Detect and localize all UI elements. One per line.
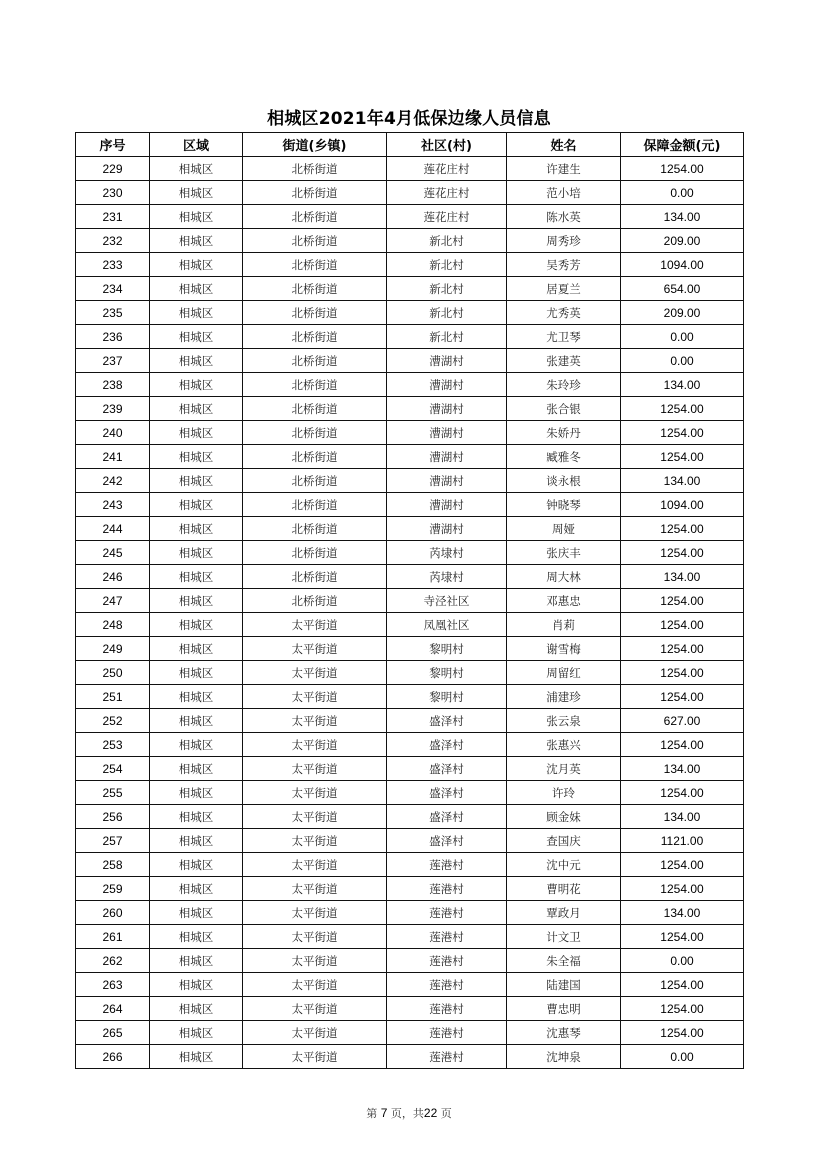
cell-community: 盛泽村 (387, 757, 507, 781)
cell-name: 钟晓琴 (507, 493, 621, 517)
table-row (76, 853, 744, 877)
cell-community: 盛泽村 (387, 709, 507, 733)
cell-name: 许建生 (507, 157, 621, 181)
cell-street: 北桥街道 (243, 469, 387, 493)
cell-serial: 253 (76, 733, 150, 757)
cell-community: 漕湖村 (387, 445, 507, 469)
cell-district: 相城区 (150, 325, 243, 349)
cell-district: 相城区 (150, 877, 243, 901)
cell-district: 相城区 (150, 397, 243, 421)
cell-community: 莲港村 (387, 973, 507, 997)
cell-name: 周秀珍 (507, 229, 621, 253)
cell-name: 尤秀英 (507, 301, 621, 325)
cell-serial: 258 (76, 853, 150, 877)
cell-street: 北桥街道 (243, 229, 387, 253)
table-row (76, 637, 744, 661)
cell-name: 沈坤泉 (507, 1045, 621, 1069)
cell-amount: 1254.00 (621, 661, 744, 685)
cell-district: 相城区 (150, 445, 243, 469)
cell-serial: 255 (76, 781, 150, 805)
cell-street: 北桥街道 (243, 397, 387, 421)
cell-district: 相城区 (150, 205, 243, 229)
cell-name: 朱玲珍 (507, 373, 621, 397)
cell-serial: 229 (76, 157, 150, 181)
total-page-count: 22 (423, 1106, 438, 1120)
cell-amount: 1254.00 (621, 541, 744, 565)
cell-district: 相城区 (150, 301, 243, 325)
cell-amount: 1254.00 (621, 997, 744, 1021)
cell-serial: 233 (76, 253, 150, 277)
cell-serial: 262 (76, 949, 150, 973)
cell-name: 许玲 (507, 781, 621, 805)
cell-district: 相城区 (150, 733, 243, 757)
table-row (76, 397, 744, 421)
cell-district: 相城区 (150, 469, 243, 493)
cell-street: 太平街道 (243, 613, 387, 637)
page-footer (0, 1105, 818, 1121)
cell-street: 太平街道 (243, 709, 387, 733)
cell-serial: 239 (76, 397, 150, 421)
table-row (76, 709, 744, 733)
cell-serial: 248 (76, 613, 150, 637)
cell-community: 莲港村 (387, 853, 507, 877)
cell-name: 张云泉 (507, 709, 621, 733)
cell-name: 邓惠忠 (507, 589, 621, 613)
cell-serial: 263 (76, 973, 150, 997)
cell-amount: 134.00 (621, 373, 744, 397)
table-row (76, 493, 744, 517)
cell-amount: 654.00 (621, 277, 744, 301)
cell-community: 新北村 (387, 277, 507, 301)
header-district: 区域 (150, 133, 243, 157)
cell-district: 相城区 (150, 517, 243, 541)
cell-community: 漕湖村 (387, 517, 507, 541)
cell-district: 相城区 (150, 613, 243, 637)
cell-community: 芮埭村 (387, 541, 507, 565)
cell-street: 太平街道 (243, 805, 387, 829)
cell-amount: 1254.00 (621, 517, 744, 541)
cell-district: 相城区 (150, 949, 243, 973)
cell-amount: 0.00 (621, 1045, 744, 1069)
cell-amount: 1254.00 (621, 781, 744, 805)
cell-serial: 256 (76, 805, 150, 829)
cell-amount: 134.00 (621, 757, 744, 781)
cell-community: 盛泽村 (387, 733, 507, 757)
cell-district: 相城区 (150, 685, 243, 709)
cell-serial: 252 (76, 709, 150, 733)
cell-name: 曹明花 (507, 877, 621, 901)
cell-community: 新北村 (387, 301, 507, 325)
cell-community: 盛泽村 (387, 805, 507, 829)
cell-amount: 1254.00 (621, 589, 744, 613)
cell-name: 查国庆 (507, 829, 621, 853)
cell-street: 太平街道 (243, 637, 387, 661)
cell-community: 莲花庄村 (387, 205, 507, 229)
table-row (76, 589, 744, 613)
cell-street: 太平街道 (243, 1045, 387, 1069)
cell-serial: 266 (76, 1045, 150, 1069)
cell-street: 北桥街道 (243, 445, 387, 469)
cell-community: 黎明村 (387, 637, 507, 661)
cell-amount: 1254.00 (621, 421, 744, 445)
cell-street: 太平街道 (243, 973, 387, 997)
cell-street: 北桥街道 (243, 493, 387, 517)
cell-serial: 242 (76, 469, 150, 493)
cell-serial: 265 (76, 1021, 150, 1045)
table-row (76, 301, 744, 325)
table-row (76, 325, 744, 349)
cell-district: 相城区 (150, 229, 243, 253)
cell-amount: 209.00 (621, 301, 744, 325)
table-row (76, 949, 744, 973)
table-row (76, 541, 744, 565)
cell-name: 周娅 (507, 517, 621, 541)
cell-name: 谈永根 (507, 469, 621, 493)
cell-amount: 0.00 (621, 181, 744, 205)
cell-district: 相城区 (150, 349, 243, 373)
cell-street: 北桥街道 (243, 157, 387, 181)
cell-amount: 1254.00 (621, 877, 744, 901)
cell-amount: 1254.00 (621, 637, 744, 661)
table-row (76, 349, 744, 373)
cell-community: 莲花庄村 (387, 157, 507, 181)
cell-amount: 1254.00 (621, 445, 744, 469)
cell-street: 太平街道 (243, 685, 387, 709)
current-page-number: 7 (380, 1106, 388, 1120)
cell-street: 北桥街道 (243, 373, 387, 397)
table-row (76, 757, 744, 781)
cell-street: 北桥街道 (243, 541, 387, 565)
cell-street: 北桥街道 (243, 517, 387, 541)
cell-name: 张建英 (507, 349, 621, 373)
header-street: 街道(乡镇) (243, 133, 387, 157)
cell-serial: 234 (76, 277, 150, 301)
cell-street: 太平街道 (243, 997, 387, 1021)
cell-serial: 240 (76, 421, 150, 445)
cell-serial: 243 (76, 493, 150, 517)
table-row (76, 517, 744, 541)
cell-street: 北桥街道 (243, 277, 387, 301)
cell-community: 莲港村 (387, 877, 507, 901)
header-serial: 序号 (76, 133, 150, 157)
cell-community: 漕湖村 (387, 469, 507, 493)
table-header-row (76, 133, 744, 157)
cell-amount: 134.00 (621, 205, 744, 229)
cell-amount: 627.00 (621, 709, 744, 733)
cell-street: 北桥街道 (243, 301, 387, 325)
table-body (76, 157, 744, 1069)
cell-community: 新北村 (387, 253, 507, 277)
cell-district: 相城区 (150, 973, 243, 997)
table-row (76, 469, 744, 493)
cell-serial: 237 (76, 349, 150, 373)
cell-amount: 1254.00 (621, 613, 744, 637)
cell-street: 北桥街道 (243, 325, 387, 349)
cell-serial: 249 (76, 637, 150, 661)
cell-serial: 238 (76, 373, 150, 397)
cell-district: 相城区 (150, 541, 243, 565)
cell-name: 尤卫琴 (507, 325, 621, 349)
table-row (76, 1021, 744, 1045)
cell-street: 北桥街道 (243, 421, 387, 445)
table-row (76, 445, 744, 469)
cell-district: 相城区 (150, 757, 243, 781)
cell-community: 黎明村 (387, 685, 507, 709)
cell-amount: 1254.00 (621, 733, 744, 757)
cell-serial: 241 (76, 445, 150, 469)
cell-name: 覃政月 (507, 901, 621, 925)
cell-amount: 134.00 (621, 469, 744, 493)
cell-serial: 260 (76, 901, 150, 925)
table-row (76, 781, 744, 805)
cell-name: 张庆丰 (507, 541, 621, 565)
table-row (76, 1045, 744, 1069)
cell-serial: 254 (76, 757, 150, 781)
header-amount: 保障金额(元) (621, 133, 744, 157)
cell-street: 太平街道 (243, 925, 387, 949)
cell-name: 沈中元 (507, 853, 621, 877)
cell-name: 周留红 (507, 661, 621, 685)
cell-community: 凤凰社区 (387, 613, 507, 637)
cell-community: 漕湖村 (387, 373, 507, 397)
table-row (76, 925, 744, 949)
cell-amount: 1254.00 (621, 853, 744, 877)
cell-district: 相城区 (150, 277, 243, 301)
table-row (76, 613, 744, 637)
cell-community: 新北村 (387, 325, 507, 349)
table-row (76, 181, 744, 205)
cell-serial: 245 (76, 541, 150, 565)
cell-community: 盛泽村 (387, 829, 507, 853)
table-row (76, 229, 744, 253)
cell-amount: 1254.00 (621, 685, 744, 709)
cell-serial: 250 (76, 661, 150, 685)
cell-serial: 230 (76, 181, 150, 205)
cell-amount: 1121.00 (621, 829, 744, 853)
cell-name: 张惠兴 (507, 733, 621, 757)
cell-amount: 0.00 (621, 949, 744, 973)
table-row (76, 997, 744, 1021)
cell-street: 太平街道 (243, 1021, 387, 1045)
header-name: 姓名 (507, 133, 621, 157)
cell-name: 浦建珍 (507, 685, 621, 709)
cell-name: 肖莉 (507, 613, 621, 637)
cell-name: 陆建国 (507, 973, 621, 997)
cell-community: 漕湖村 (387, 397, 507, 421)
cell-street: 太平街道 (243, 949, 387, 973)
cell-district: 相城区 (150, 565, 243, 589)
cell-community: 漕湖村 (387, 421, 507, 445)
cell-community: 莲港村 (387, 949, 507, 973)
cell-name: 计文卫 (507, 925, 621, 949)
table-row (76, 901, 744, 925)
footer-middle: 页，共 (390, 1107, 424, 1120)
footer-prefix: 第 (366, 1107, 378, 1120)
cell-district: 相城区 (150, 637, 243, 661)
table-row (76, 205, 744, 229)
cell-district: 相城区 (150, 661, 243, 685)
header-community: 社区(村) (387, 133, 507, 157)
cell-amount: 1254.00 (621, 397, 744, 421)
cell-community: 黎明村 (387, 661, 507, 685)
cell-name: 谢雪梅 (507, 637, 621, 661)
table-row (76, 157, 744, 181)
cell-amount: 1254.00 (621, 925, 744, 949)
cell-district: 相城区 (150, 253, 243, 277)
cell-district: 相城区 (150, 805, 243, 829)
cell-name: 朱全福 (507, 949, 621, 973)
cell-serial: 231 (76, 205, 150, 229)
cell-name: 曹忠明 (507, 997, 621, 1021)
cell-community: 莲港村 (387, 901, 507, 925)
table-row (76, 565, 744, 589)
cell-name: 张合银 (507, 397, 621, 421)
cell-name: 范小培 (507, 181, 621, 205)
cell-community: 莲花庄村 (387, 181, 507, 205)
cell-serial: 246 (76, 565, 150, 589)
cell-district: 相城区 (150, 493, 243, 517)
cell-community: 寺泾社区 (387, 589, 507, 613)
table-row (76, 877, 744, 901)
cell-serial: 247 (76, 589, 150, 613)
cell-street: 太平街道 (243, 877, 387, 901)
cell-name: 沈月英 (507, 757, 621, 781)
cell-community: 漕湖村 (387, 349, 507, 373)
cell-name: 臧雅冬 (507, 445, 621, 469)
cell-street: 北桥街道 (243, 205, 387, 229)
cell-district: 相城区 (150, 589, 243, 613)
cell-amount: 0.00 (621, 349, 744, 373)
cell-district: 相城区 (150, 709, 243, 733)
cell-serial: 264 (76, 997, 150, 1021)
cell-serial: 236 (76, 325, 150, 349)
cell-name: 陈水英 (507, 205, 621, 229)
cell-district: 相城区 (150, 781, 243, 805)
cell-district: 相城区 (150, 157, 243, 181)
cell-district: 相城区 (150, 997, 243, 1021)
document-title: 相城区2021年4月低保边缘人员信息 (267, 109, 551, 129)
cell-district: 相城区 (150, 853, 243, 877)
cell-street: 太平街道 (243, 829, 387, 853)
table-row (76, 733, 744, 757)
cell-community: 莲港村 (387, 1045, 507, 1069)
cell-amount: 209.00 (621, 229, 744, 253)
cell-name: 居夏兰 (507, 277, 621, 301)
cell-district: 相城区 (150, 829, 243, 853)
table-row (76, 661, 744, 685)
cell-amount: 134.00 (621, 565, 744, 589)
table-row (76, 805, 744, 829)
cell-amount: 0.00 (621, 325, 744, 349)
cell-street: 北桥街道 (243, 589, 387, 613)
cell-street: 太平街道 (243, 757, 387, 781)
benefit-table (75, 132, 744, 1069)
table-row (76, 685, 744, 709)
cell-street: 太平街道 (243, 853, 387, 877)
table-row (76, 421, 744, 445)
cell-community: 新北村 (387, 229, 507, 253)
cell-district: 相城区 (150, 925, 243, 949)
cell-street: 北桥街道 (243, 565, 387, 589)
cell-district: 相城区 (150, 1021, 243, 1045)
cell-name: 顾金妹 (507, 805, 621, 829)
cell-amount: 1254.00 (621, 1021, 744, 1045)
cell-serial: 261 (76, 925, 150, 949)
cell-district: 相城区 (150, 181, 243, 205)
cell-district: 相城区 (150, 421, 243, 445)
cell-serial: 257 (76, 829, 150, 853)
cell-amount: 1094.00 (621, 253, 744, 277)
cell-serial: 259 (76, 877, 150, 901)
cell-name: 吴秀芳 (507, 253, 621, 277)
cell-street: 太平街道 (243, 781, 387, 805)
cell-community: 芮埭村 (387, 565, 507, 589)
cell-amount: 1094.00 (621, 493, 744, 517)
table-row (76, 277, 744, 301)
cell-amount: 1254.00 (621, 973, 744, 997)
cell-district: 相城区 (150, 373, 243, 397)
table-row (76, 973, 744, 997)
cell-serial: 251 (76, 685, 150, 709)
cell-community: 莲港村 (387, 925, 507, 949)
cell-district: 相城区 (150, 1045, 243, 1069)
cell-street: 北桥街道 (243, 349, 387, 373)
cell-street: 太平街道 (243, 661, 387, 685)
cell-district: 相城区 (150, 901, 243, 925)
cell-community: 莲港村 (387, 1021, 507, 1045)
cell-name: 朱娇丹 (507, 421, 621, 445)
cell-name: 沈惠琴 (507, 1021, 621, 1045)
table-row (76, 253, 744, 277)
cell-street: 北桥街道 (243, 253, 387, 277)
cell-street: 太平街道 (243, 733, 387, 757)
cell-amount: 1254.00 (621, 157, 744, 181)
cell-community: 盛泽村 (387, 781, 507, 805)
cell-serial: 232 (76, 229, 150, 253)
cell-amount: 134.00 (621, 901, 744, 925)
cell-serial: 235 (76, 301, 150, 325)
cell-street: 太平街道 (243, 901, 387, 925)
table-row (76, 373, 744, 397)
cell-community: 漕湖村 (387, 493, 507, 517)
cell-community: 莲港村 (387, 997, 507, 1021)
cell-name: 周大林 (507, 565, 621, 589)
cell-amount: 134.00 (621, 805, 744, 829)
table-row (76, 829, 744, 853)
cell-serial: 244 (76, 517, 150, 541)
footer-suffix: 页 (440, 1107, 452, 1120)
cell-street: 北桥街道 (243, 181, 387, 205)
